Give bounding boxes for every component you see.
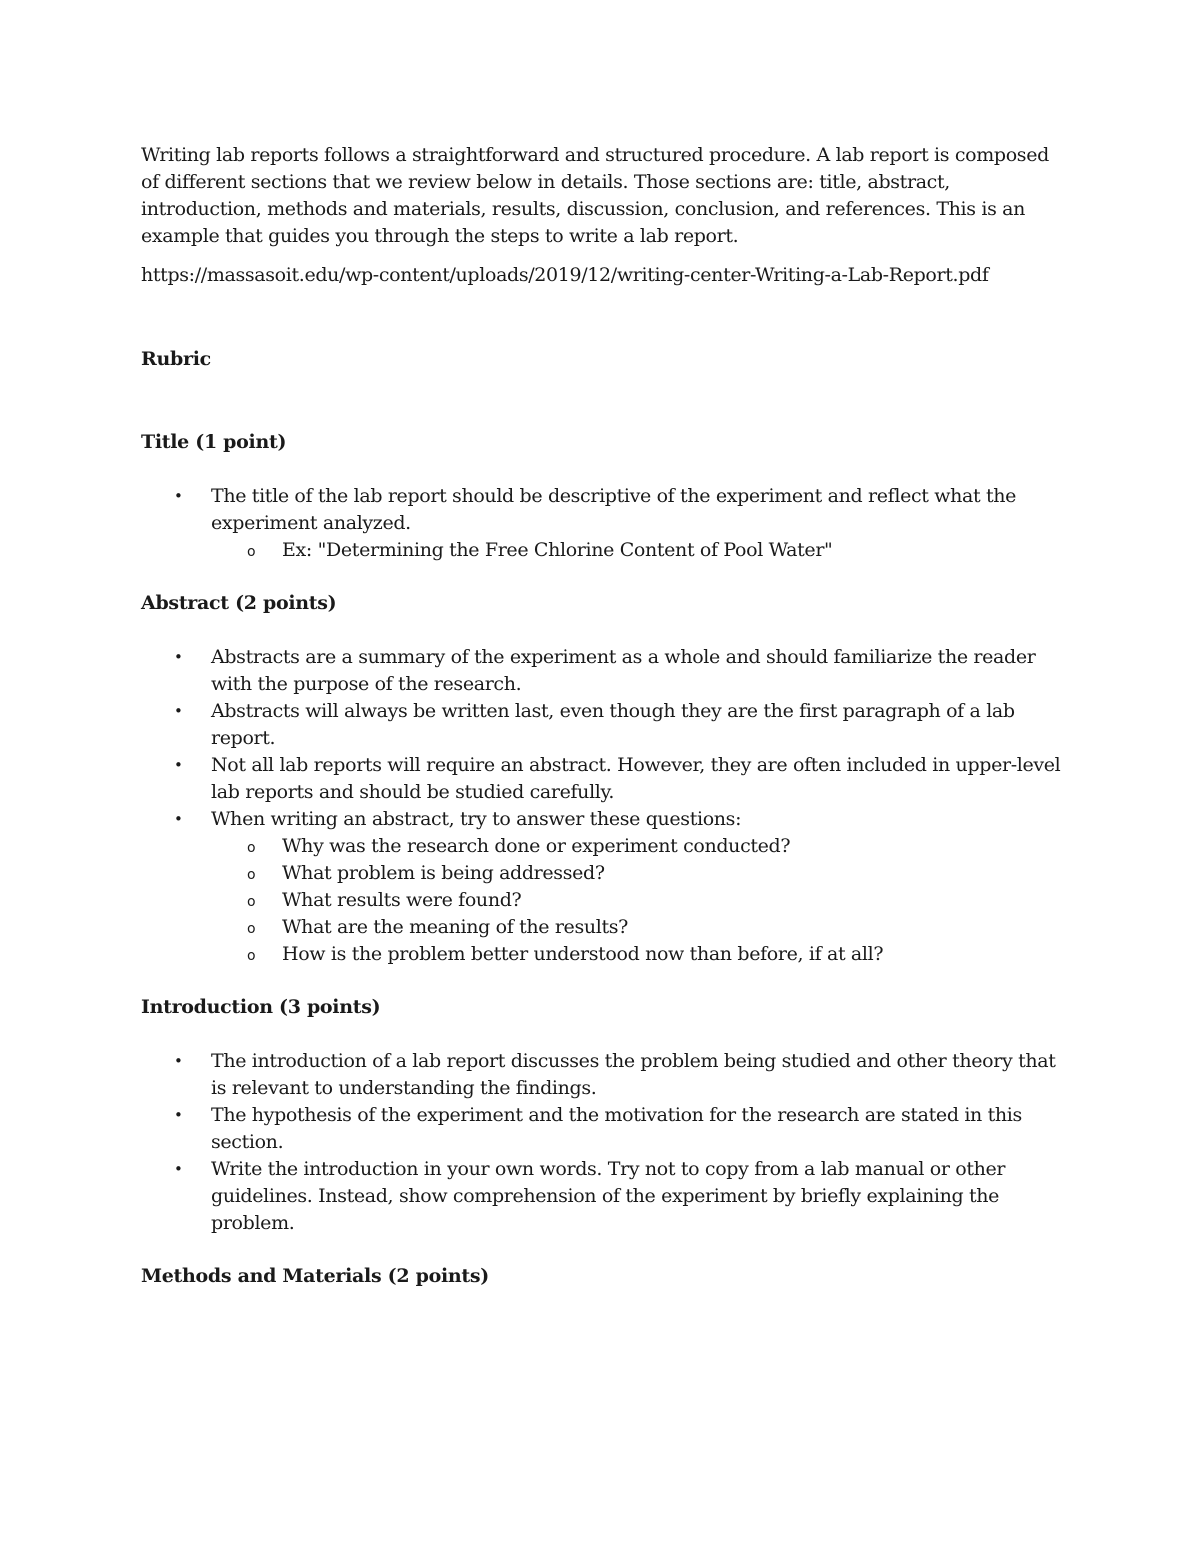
list-item-text: The introduction of a lab report discusses the problem being studied and other theory that is relevant to understanding the findings. xyxy=(211,1050,1056,1099)
list-item xyxy=(141,1102,1066,1156)
list-item xyxy=(141,644,1066,698)
bullet-icon: • xyxy=(174,810,183,828)
sub-list-item xyxy=(211,833,1066,860)
list-item xyxy=(141,483,1066,564)
list-item-text: The hypothesis of the experiment and the motivation for the research are stated in this section. xyxy=(211,1104,1022,1153)
sub-list-item-text: What problem is being addressed? xyxy=(282,862,605,884)
title-section-list xyxy=(141,483,1066,564)
list-item-text: Abstracts are a summary of the experiment as a whole and should familiarize the reader with the purpose of the research. xyxy=(211,646,1036,695)
bullet-icon: • xyxy=(174,1160,183,1178)
abstract-section-list xyxy=(141,644,1066,968)
sub-list-item xyxy=(211,860,1066,887)
bullet-icon: • xyxy=(174,1052,183,1070)
sub-list xyxy=(211,833,1066,968)
list-item xyxy=(141,698,1066,752)
list-item-text: Write the introduction in your own words. Try not to copy from a lab manual or other guidelines. Instead, show comprehension of the experiment by briefly explaining the problem. xyxy=(211,1158,1006,1234)
sub-list-item xyxy=(211,941,1066,968)
reference-url[interactable]: https://massasoit.edu/wp-content/uploads/2019/12/writing-center-Writing-a-Lab-Report.pdf xyxy=(141,264,989,286)
sub-list-item-text: Why was the research done or experiment conducted? xyxy=(282,835,791,857)
introduction-section-heading: Introduction (3 points) xyxy=(141,996,381,1018)
title-section-heading: Title (1 point) xyxy=(141,431,287,453)
intro-paragraph: Writing lab reports follows a straightforward and structured procedure. A lab report is composed of different sections that we review below in details. Those sections are: title, abstract, introduction, methods and materials, results, discussion, conclusion, and references. This is an example that guides you through the steps to write a lab report. xyxy=(141,144,1049,247)
methods-section-heading: Methods and Materials (2 points) xyxy=(141,1265,489,1287)
sub-list-item-text: What results were found? xyxy=(282,889,522,911)
list-item xyxy=(141,1048,1066,1102)
sub-list-item xyxy=(211,537,1066,564)
sub-bullet-icon: o xyxy=(247,840,256,856)
sub-list-item xyxy=(211,914,1066,941)
sub-list-item-text: Ex: "Determining the Free Chlorine Content of Pool Water" xyxy=(282,539,833,561)
sub-bullet-icon: o xyxy=(247,921,256,937)
sub-list-item-text: What are the meaning of the results? xyxy=(282,916,628,938)
list-item-text: The title of the lab report should be descriptive of the experiment and reflect what the experiment analyzed. xyxy=(211,485,1017,534)
rubric-heading: Rubric xyxy=(141,348,211,370)
bullet-icon: • xyxy=(174,702,183,720)
introduction-section-list xyxy=(141,1048,1066,1237)
sub-list xyxy=(211,537,1066,564)
bullet-icon: • xyxy=(174,756,183,774)
sub-list-item-text: How is the problem better understood now than before, if at all? xyxy=(282,943,884,965)
list-item xyxy=(141,806,1066,968)
sub-bullet-icon: o xyxy=(247,948,256,964)
bullet-icon: • xyxy=(174,487,183,505)
sub-list-item xyxy=(211,887,1066,914)
list-item-text: Not all lab reports will require an abstract. However, they are often included in upper-level lab reports and should be studied carefully. xyxy=(211,754,1061,803)
bullet-icon: • xyxy=(174,1106,183,1124)
document-page xyxy=(141,142,1066,1290)
list-item-text: When writing an abstract, try to answer these questions: xyxy=(211,808,742,830)
list-item xyxy=(141,1156,1066,1237)
sub-bullet-icon: o xyxy=(247,544,256,560)
sub-bullet-icon: o xyxy=(247,867,256,883)
abstract-section-heading: Abstract (2 points) xyxy=(141,592,337,614)
bullet-icon: • xyxy=(174,648,183,666)
list-item xyxy=(141,752,1066,806)
sub-bullet-icon: o xyxy=(247,894,256,910)
list-item-text: Abstracts will always be written last, even though they are the first paragraph of a lab report. xyxy=(211,700,1015,749)
